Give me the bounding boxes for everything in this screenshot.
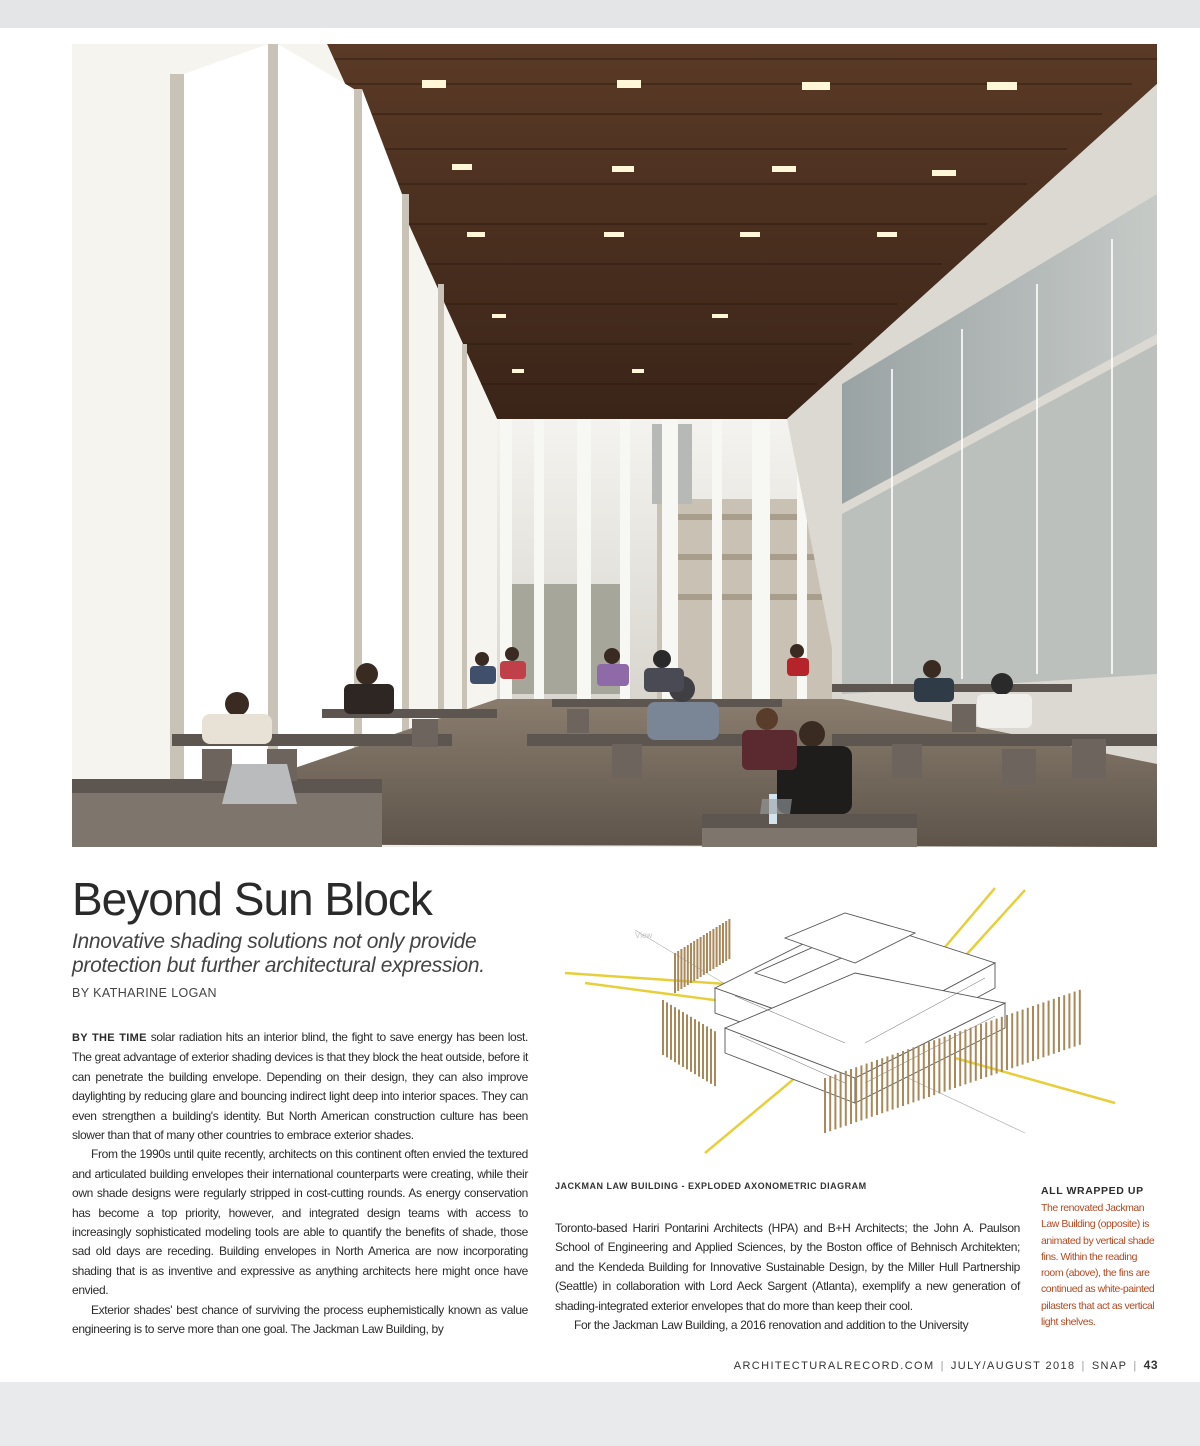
axonometric-diagram (555, 878, 1160, 1160)
reading-room-photo (72, 44, 1157, 847)
view-label: View (635, 931, 653, 940)
body-column-2 (555, 1219, 1020, 1335)
paragraph-4: Toronto-based Hariri Pontarini Architects (HPA) and B+H Architects; the John A. Paulson School of Engineering and Applied Sciences, by the Boston office of Behnisch Architekten; and the Kendeda Building for Innovative Sustainable Design, by the Miller Hull Partnership (Seattle) in collaboration with Lord Aeck Sargent (Atlanta), exemplify a new generation of shading-integrated exterior envelopes that do more than keep their cool. (555, 1221, 1020, 1313)
paragraph-2: From the 1990s until quite recently, architects on this continent often envied the textured and articulated building envelopes their international counterparts were creating, while their own shade designs were regularly stripped in cost-cutting rounds. As energy conservation has become a top priority, however, and integrated design teams with access to increasingly sophisticated modeling tools are able to quantify the benefits of shade, those sad old days are receding. Building envelopes in North America are now incorporating shading that is as inventive and expressive as anything architects here might once have envied. (72, 1147, 528, 1298)
folio-site: ARCHITECTURALRECORD.COM (733, 1360, 935, 1372)
article-deck: Innovative shading solutions not only provide protection but further architectural expression. (72, 930, 485, 977)
folio-separator: | (1133, 1360, 1138, 1372)
body-column-1 (72, 1028, 528, 1340)
paragraph-3: Exterior shades' best chance of surviving the process euphemistically known as value engineering is to serve more than one goal. The Jackman Law Building, by (72, 1302, 528, 1337)
sidebar-caption-heading: ALL WRAPPED UP (1041, 1185, 1144, 1197)
paragraph-5: For the Jackman Law Building, a 2016 renovation and addition to the University (574, 1318, 969, 1333)
folio-section: SNAP (1091, 1360, 1128, 1372)
paragraph-1 (72, 1028, 528, 1145)
page-folio (734, 1358, 1158, 1372)
diagram-caption: JACKMAN LAW BUILDING - EXPLODED AXONOMETRIC DIAGRAM (555, 1181, 867, 1191)
paragraph-1-text: solar radiation hits an interior blind, the fight to save energy has been lost. The great advantage of exterior shading devices is that they block the heat outside, before it can penetrate the building envelope. Depending on their design, they can also improve daylighting by reducing glare and bouncing indirect light deep into interior spaces. They can even strengthen a building's identity. But North American construction culture has been slower than that of many other countries to embrace exterior shades. (72, 1030, 528, 1143)
page-number: 43 (1143, 1358, 1158, 1372)
folio-separator: | (940, 1360, 945, 1372)
folio-issue: JULY/AUGUST 2018 (950, 1360, 1076, 1372)
footer-bar (0, 1382, 1200, 1446)
folio-separator: | (1081, 1360, 1086, 1372)
sidebar-caption-body: The renovated Jackman Law Building (opposite) is animated by vertical shade fins. Within the reading room (above), the fins are continued as white-painted pilasters that act as vertical light shelves. (1041, 1202, 1155, 1329)
lead-in: BY THE TIME (72, 1032, 147, 1044)
shade-fins-left (663, 1000, 715, 1086)
byline: BY KATHARINE LOGAN (72, 986, 217, 1000)
article-title: Beyond Sun Block (72, 873, 432, 925)
